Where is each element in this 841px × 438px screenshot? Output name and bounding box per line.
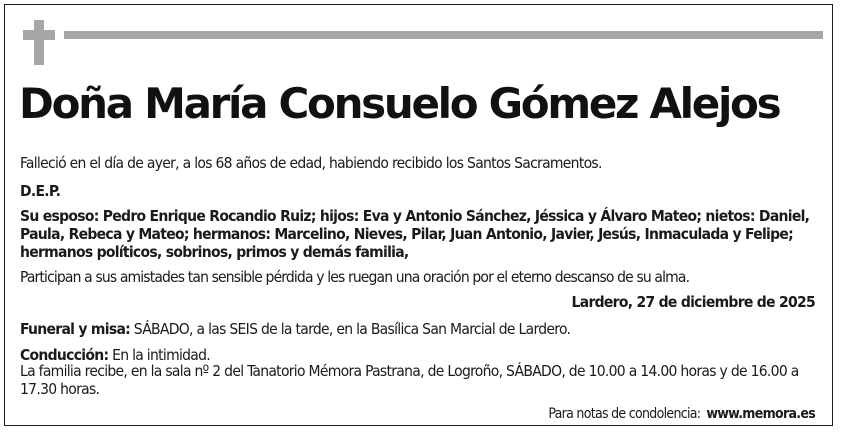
condolence-line (20, 405, 815, 423)
funeral-text: SÁBADO, a las SEIS de la tarde, en la Basílica San Marcial de Lardero. (130, 320, 571, 338)
announcement: Participan a sus amistades tan sensible pérdida y les ruegan una oración por el eterno descanso de su alma. (20, 268, 690, 286)
deceased-name: Doña María Consuelo Gómez Alejos (19, 79, 780, 128)
dep-text: D.E.P. (20, 182, 61, 200)
conduction-text: En la intimidad. (108, 346, 211, 364)
conduction-label: Conducción: (20, 346, 109, 364)
condolence-label: Para notas de condolencia: (548, 406, 701, 422)
condolence-site-link[interactable]: www.memora.es (706, 406, 815, 422)
family-list: Su esposo: Pedro Enrique Rocandio Ruiz; hijos: Eva y Antonio Sánchez, Jéssica y Álvaro Mateo; nietos: Daniel, Paula, Rebeca y Mateo; hermanos: Marcelino, Nieves, Pilar, Juan Antonio, Javier, Jesús, Inmaculada y Felipe; hermanos políticos, sobrinos, primos y demás familia, (20, 207, 810, 261)
visitation-info: La familia recibe, en la sala nº 2 del Tanatorio Mémora Pastrana, de Logroño, SÁBADO, de 10.00 a 14.00 horas y de 16.00 a 17.30 horas. (20, 362, 799, 398)
cross-icon (34, 20, 44, 65)
header-rule (64, 31, 823, 39)
place-date: Lardero, 27 de diciembre de 2025 (571, 293, 815, 311)
funeral-info (20, 320, 815, 338)
funeral-label: Funeral y misa: (20, 320, 131, 338)
cross-icon-bar (23, 30, 55, 40)
obituary-card (4, 4, 833, 426)
death-notice: Falleció en el día de ayer, a los 68 años de edad, habiendo recibido los Santos Sacramentos. (20, 154, 602, 172)
